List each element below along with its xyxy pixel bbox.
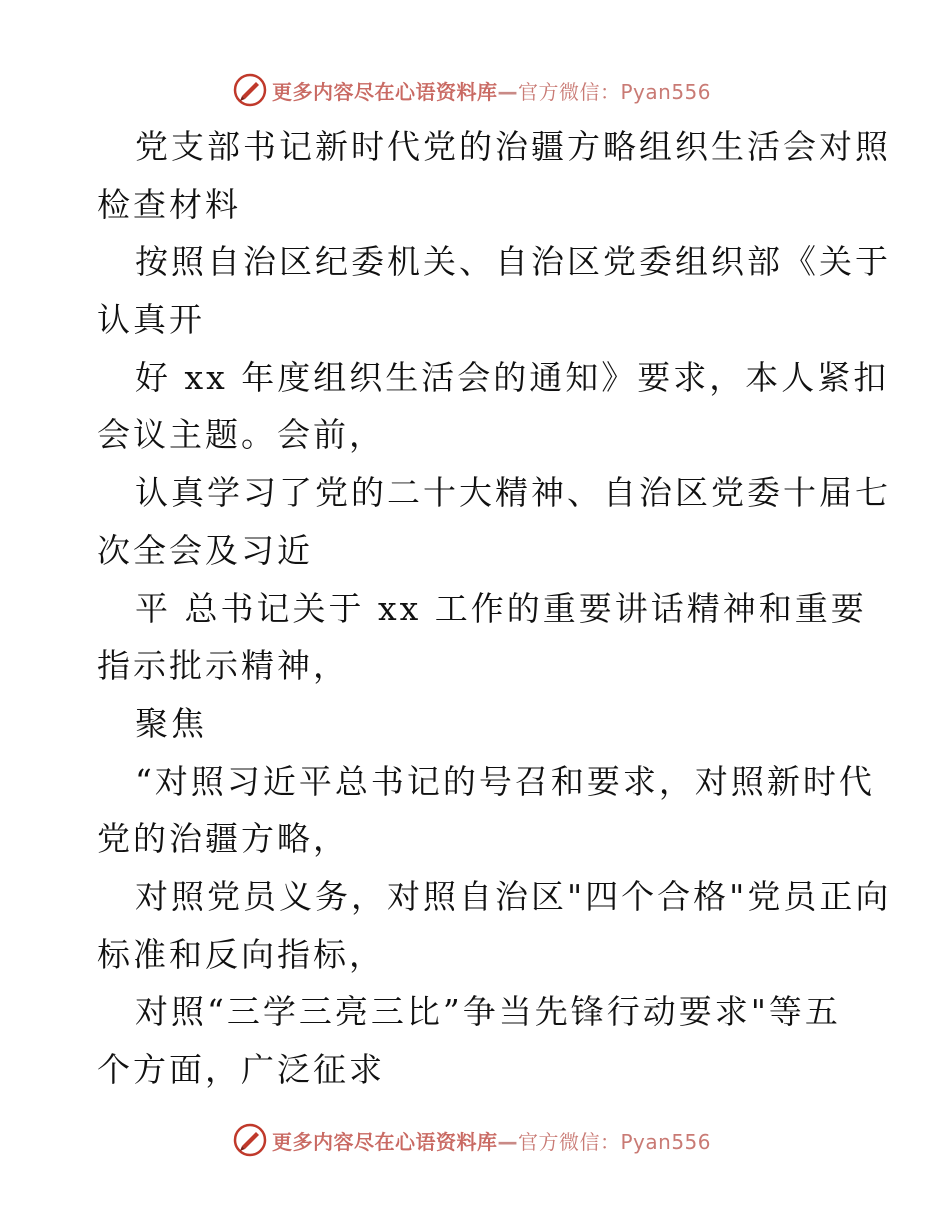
paragraph-line: 党的治疆方略， — [97, 819, 349, 859]
paragraph-line: 认真学习了党的二十大精神、自治区党委十届七 — [135, 473, 891, 513]
paragraph-line: 对照党员义务，对照自治区"四个合格"党员正向 — [135, 876, 892, 916]
paragraph-line: 认真开 — [97, 300, 205, 340]
paragraph-line: 好 xx 年度组织生活会的通知》要求，本人紧扣 — [135, 357, 890, 397]
footer-watermark — [232, 1120, 711, 1160]
paragraph-line: 会议主题。会前， — [97, 415, 385, 455]
paragraph-line: 对照“三学三亮三比”争当先锋行动要求"等五 — [135, 992, 841, 1032]
pen-logo-icon — [232, 72, 268, 108]
watermark-text — [272, 76, 711, 105]
paragraph-line: 指示批示精神， — [97, 646, 349, 686]
watermark-main: 更多内容尽在心语资料库 — [272, 79, 498, 104]
document-title-line-2: 检查材料 — [97, 184, 241, 224]
paragraph-line: 标准和反向指标， — [97, 934, 385, 974]
paragraph-line: 按照自治区纪委机关、自治区党委组织部《关于 — [135, 242, 891, 282]
document-body — [97, 118, 892, 1099]
watermark-main: 更多内容尽在心语资料库 — [272, 1129, 498, 1154]
watermark-text — [272, 1126, 711, 1155]
paragraph-line: “对照习近平总书记的号召和要求，对照新时代 — [135, 761, 875, 801]
watermark-separator: — — [497, 79, 518, 104]
paragraph-line: 聚焦 — [135, 703, 207, 743]
paragraph-line: 次全会及习近 — [97, 530, 313, 570]
paragraph-line: 平 总书记关于 xx 工作的重要讲话精神和重要 — [135, 588, 867, 628]
header-watermark — [232, 70, 711, 110]
paragraph-line: 个方面，广泛征求 — [97, 1050, 385, 1089]
watermark-separator: — — [497, 1129, 518, 1154]
watermark-contact: 官方微信：Pyan556 — [518, 1129, 712, 1154]
watermark-contact: 官方微信：Pyan556 — [518, 79, 712, 104]
pen-logo-icon — [232, 1122, 268, 1158]
document-title-line-1: 党支部书记新时代党的治疆方略组织生活会对照 — [135, 127, 891, 166]
